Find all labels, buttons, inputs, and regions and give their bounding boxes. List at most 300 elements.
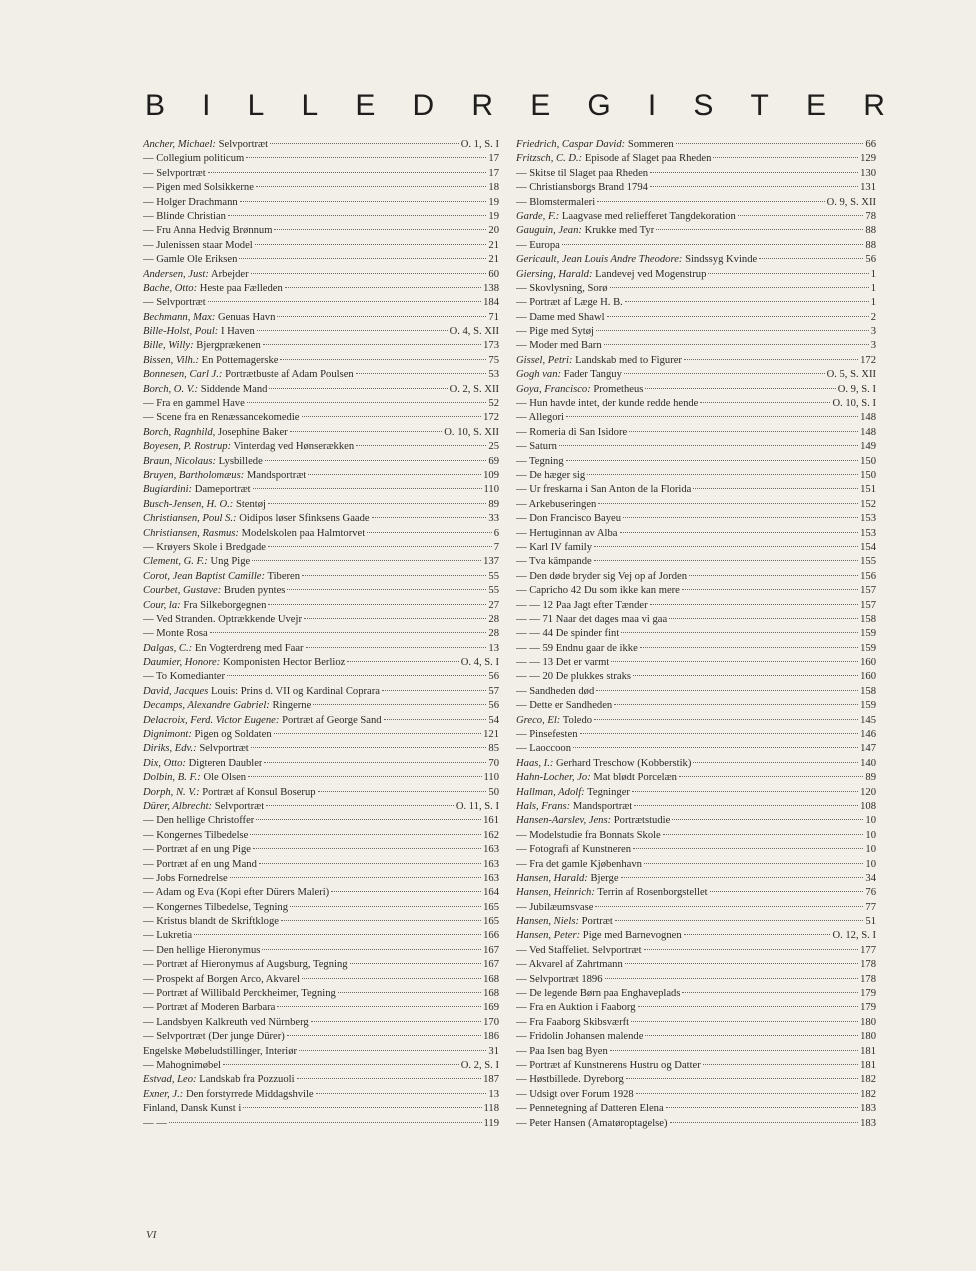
dot-leader [713,157,858,158]
dot-leader [607,316,869,317]
work-title: Dameportræt [194,484,251,496]
work-title: Genuas Havn [218,311,276,323]
artist-name: Gissel, Petri: [516,354,573,366]
dot-leader [264,762,486,763]
dot-leader [684,934,831,935]
work-title: Sindssyg Kvinde [685,254,758,266]
entry-title [516,440,557,454]
entry-title [516,728,578,742]
entry-title [143,483,251,497]
page-reference: 146 [860,729,876,741]
page-reference: 88 [865,239,876,251]
dot-leader [347,661,458,662]
dot-leader [693,488,858,489]
entry-title [516,239,560,253]
dot-leader [290,906,481,907]
work-title: — Pennetegning af Datteren Elena [516,1103,664,1115]
page-reference: 131 [860,182,876,194]
work-title: — Karl IV family [516,541,593,553]
artist-name: Estvad, Leo: [143,1074,197,1086]
work-title: — Landsbyen Kalkreuth ved Nürnberg [143,1016,309,1028]
index-entry [143,411,499,425]
work-title: — Selvportræt (Der junge Dürer) [143,1031,285,1043]
index-entry [516,987,876,1001]
dot-leader [629,431,858,432]
title-letter: L [247,89,265,122]
work-title: — Krøyers Skole i Bredgade [143,541,266,553]
page-reference: O. 5, S. XII [826,369,876,381]
entry-title [516,426,627,440]
entry-title [143,368,354,382]
work-title: Engelske Møbeludstillinger, Interiør [143,1045,298,1057]
entry-title [143,858,257,872]
index-entry [516,929,876,943]
dot-leader [666,1107,858,1108]
page-reference: 186 [483,1031,499,1043]
index-entry [516,1059,876,1073]
dot-leader [356,373,487,374]
dot-leader [384,719,487,720]
index-entry [516,138,876,152]
dot-leader [594,546,858,547]
work-title: — Moder med Barn [516,340,602,352]
work-title: — Christiansborgs Brand 1794 [516,182,648,194]
artist-name: Friedrich, Caspar David: [516,139,626,150]
entry-title [516,987,680,1001]
page-reference: 6 [493,527,499,539]
page-reference: 108 [860,800,876,812]
entry-title [143,1102,241,1116]
work-title: Lysbillede [218,455,263,467]
index-entry [516,541,876,555]
work-title: Bjerge [590,872,619,884]
index-entry [143,138,499,152]
page-reference: 159 [860,628,876,640]
page-reference: 148 [860,426,876,438]
entry-title [143,742,249,756]
page-reference: 137 [483,556,499,568]
artist-name: Garde, F.: [516,210,560,222]
index-entry [143,282,499,296]
entry-title [516,584,680,598]
index-entry [516,714,876,728]
index-entry [143,239,499,253]
page-reference: 183 [860,1103,876,1115]
work-title: — Fra en gammel Have [143,398,245,410]
artist-name: Daumier, Honore: [143,657,221,669]
entry-title [516,1117,668,1131]
page-reference: O. 2, S. I [460,1060,499,1071]
dot-leader [566,460,858,461]
entry-title [143,944,260,958]
dot-leader [338,992,481,993]
dot-leader [287,589,486,590]
dot-leader [645,388,835,389]
work-title: — Europa [516,239,560,251]
dot-leader [262,949,481,950]
dot-leader [274,733,481,734]
entry-title [516,368,622,382]
page-reference: 17 [488,167,499,179]
dot-leader [265,460,487,461]
dot-leader [263,344,481,345]
work-title: — Portræt af Moderen Barbara [143,1002,276,1014]
index-entry [516,670,876,684]
page-title [145,88,885,124]
index-entry [516,1030,876,1044]
page-reference: 27 [488,599,499,611]
index-entry [516,915,876,929]
dot-leader [638,1006,859,1007]
dot-leader [306,647,487,648]
page-reference: 164 [483,887,499,899]
page-reference: 71 [488,311,499,323]
page-reference: 184 [483,297,499,309]
dot-leader [644,949,859,950]
index-entry [516,512,876,526]
artist-name: Bruyen, Bartholomæus: [143,469,245,481]
entry-title [143,642,304,656]
entry-title [516,886,708,900]
page-reference: 110 [483,484,499,496]
entry-title [516,714,592,728]
index-entry [143,642,499,656]
work-title: — Fotografi af Kunstneren [516,844,632,856]
page-reference: 130 [860,167,876,179]
entry-title [143,268,249,282]
work-title: — Selvportræt [143,167,206,179]
dot-leader [356,445,486,446]
dot-leader [250,834,481,835]
page-reference: 78 [865,210,876,222]
index-entry [143,354,499,368]
entry-title [516,196,595,210]
entry-title [143,570,300,584]
work-title: — — 44 De spinder fint [516,628,620,640]
artist-name: Christiansen, Rasmus: [143,527,239,539]
index-entry [143,670,499,684]
work-title: Portrætstudie [613,815,671,827]
page-reference: 69 [488,455,499,467]
entry-title [143,440,354,454]
work-title: Landevej ved Mogenstrup [595,268,707,280]
work-title: — — 13 Det er varmt [516,657,610,669]
page-reference: 163 [483,872,499,884]
entry-title [143,469,306,483]
entry-title [516,814,670,828]
entry-title [516,872,619,886]
work-title: Louis: Prins d. VII og Kardinal Coprara [210,685,380,697]
work-title: — Den døde bryder sig Vej op af Jorden [516,570,688,582]
index-entry [516,555,876,569]
dot-leader [689,575,858,576]
page-reference: 157 [860,599,876,611]
dot-leader [597,201,824,202]
artist-name: Giersing, Harald: [516,268,593,280]
entry-title [516,1030,643,1044]
entry-title [143,181,254,195]
page-reference: 10 [865,844,876,856]
entry-title [516,771,677,785]
dot-leader [633,848,863,849]
page-reference: 120 [860,786,876,798]
artist-name: Bechmann, Max: [143,311,216,323]
index-entry [143,1088,499,1102]
dot-leader [367,532,492,533]
entry-title [516,829,661,843]
index-entry [516,368,876,382]
entry-title [143,872,228,886]
entry-title [516,282,608,296]
entry-title [143,915,279,929]
index-entry [143,181,499,195]
dot-leader [611,661,858,662]
entry-title [516,181,648,195]
dot-leader [277,1006,481,1007]
index-entry [143,224,499,238]
work-title: — Scene fra en Renæssancekomedie [143,412,300,424]
index-entry [143,1073,499,1087]
page-reference: 1 [870,268,876,280]
entry-title [516,1073,624,1087]
index-entry [143,627,499,641]
page-reference: 154 [860,541,876,553]
work-title: Pigen og Soldaten [194,729,272,741]
dot-leader [636,1093,858,1094]
work-title: Episode af Slaget paa Rheden [584,153,712,165]
index-entry [143,814,499,828]
dot-leader [223,1064,459,1065]
work-title: — Monte Rosa [143,628,208,640]
index-entry [143,253,499,267]
page-reference: O. 10, S. XII [444,426,499,438]
entry-title [143,296,206,310]
index-entry [516,224,876,238]
entry-title [516,1016,629,1030]
index-entry [516,1088,876,1102]
page-reference: 110 [483,772,499,784]
dot-leader [318,791,487,792]
dot-leader [566,416,858,417]
entry-title [143,224,272,238]
index-entry [143,1045,499,1059]
work-title: Siddende Mand [200,383,268,395]
entry-title [516,311,605,325]
dot-leader [670,1122,859,1123]
entry-title [143,728,272,742]
dot-leader [299,1050,486,1051]
entry-title [143,699,311,713]
entry-title [516,757,691,771]
dot-leader [302,575,486,576]
artist-name: Diriks, Edv.: [143,743,197,755]
entry-title [516,224,654,238]
dot-leader [633,675,858,676]
entry-title [143,757,262,771]
title-letter: I [202,89,211,122]
index-entry [516,584,876,598]
index-entry [143,469,499,483]
artist-name: Dorph, N. V.: [143,786,200,798]
dot-leader [316,1093,487,1094]
work-title: Arbejder [210,268,249,280]
entry-title [516,858,642,872]
page-reference: 148 [860,412,876,424]
work-title: — Julenissen staar Model [143,239,253,251]
entry-title [516,469,585,483]
page-reference: 150 [860,469,876,481]
page-reference: 121 [483,729,499,741]
work-title: — Dame med Shawl [516,311,605,323]
entry-title [516,268,706,282]
artist-name: Busch-Jensen, H. O.: [143,498,234,510]
artist-name: Dignimont: [143,729,192,741]
dot-leader [255,244,487,245]
index-entry [516,872,876,886]
page-reference: 66 [865,139,876,150]
index-entry [516,699,876,713]
page-reference: O. 9, S. I [837,383,876,395]
page-reference: 138 [483,282,499,294]
entry-title [516,527,618,541]
index-entry [516,397,876,411]
index-column-left [143,138,499,1131]
page-reference: 178 [860,973,876,985]
work-title: — Don Francisco Bayeu [516,513,622,525]
dot-leader [676,143,864,144]
entry-title [516,843,631,857]
artist-name: Gogh van: [516,369,562,381]
dot-leader [738,215,864,216]
index-entry [516,527,876,541]
page-reference: 158 [860,613,876,625]
entry-title [143,800,264,814]
index-entry [516,728,876,742]
entry-title [143,311,275,325]
entry-title [516,613,667,627]
index-entry [516,196,876,210]
entry-title [516,555,592,569]
dot-leader [624,373,825,374]
index-entry [143,440,499,454]
dot-leader [253,848,481,849]
entry-title [516,210,736,224]
work-title: Heste paa Fælleden [199,282,283,294]
entry-title [516,383,643,397]
dot-leader [562,244,864,245]
index-entry [143,987,499,1001]
page-reference: 53 [488,369,499,381]
page-reference: 180 [860,1031,876,1043]
work-title: — — 71 Naar det dages maa vi gaa [516,613,668,625]
dot-leader [274,229,486,230]
work-title: En Pottemagerske [201,354,279,366]
work-title: — Gamle Ole Eriksen [143,254,238,266]
work-title: — — 20 De plukkes straks [516,671,632,683]
work-title: — Kongernes Tilbedelse, Tegning [143,901,289,913]
page-reference: 21 [488,254,499,266]
index-entry [516,1016,876,1030]
index-entry [516,771,876,785]
page-reference: 187 [483,1074,499,1086]
artist-name: Hansen, Heinrich: [516,887,595,899]
index-entry [143,958,499,972]
entry-title [516,411,564,425]
entry-title [516,296,623,310]
index-entry [143,584,499,598]
work-title: Selvportræt [199,743,249,755]
work-title: — Portræt af Kunstnerens Hustru og Datter [516,1060,701,1071]
index-entry [143,210,499,224]
artist-name: Hansen, Niels: [516,916,579,928]
artist-name: Borch, Ragnhild, [143,426,216,438]
index-entry [516,613,876,627]
page-reference: 76 [865,887,876,899]
dot-leader [308,474,481,475]
dot-leader [663,834,864,835]
page-reference: 55 [488,585,499,597]
index-entry [143,1102,499,1116]
page-reference: 150 [860,455,876,467]
index-entry [516,253,876,267]
dot-leader [266,805,454,806]
page-reference: 33 [488,513,499,525]
work-title: Modelskolen paa Halmtorvet [241,527,366,539]
artist-name: Ancher, Michael: [143,139,216,150]
dot-leader [247,402,487,403]
artist-name: Bugiardini: [143,484,193,496]
dot-leader [372,517,487,518]
work-title: — Jubilæumsvase [516,901,594,913]
artist-name: Bille-Holst, Poul: [143,326,219,338]
entry-title [516,699,612,713]
title-letter: D [412,89,435,122]
work-title: — Portræt af Læge H. B. [516,297,623,309]
index-entry [143,527,499,541]
entry-title [143,541,266,555]
index-entry [516,354,876,368]
work-title: — Portræt af en ung Pige [143,844,251,856]
dot-leader [631,1021,858,1022]
index-entry [143,858,499,872]
work-title: Selvportræt [218,139,269,150]
artist-name: Bonnesen, Carl J.: [143,369,223,381]
index-entry [143,268,499,282]
artist-name: Decamps, Alexandre Gabriel: [143,700,270,712]
dot-leader [169,1122,482,1123]
entry-title [143,599,266,613]
work-title: — Ur freskarna i San Anton de la Florida [516,484,692,496]
dot-leader [297,1078,482,1079]
index-entry [516,757,876,771]
work-title: — Pinsefesten [516,729,578,741]
work-title: — Fra det gamle Kjøbenhavn [516,858,642,870]
entry-title [143,498,266,512]
entry-title [143,426,288,440]
page-reference: 180 [860,1016,876,1028]
index-entry [143,555,499,569]
index-entry [143,771,499,785]
page-reference: 179 [860,988,876,1000]
index-entry [143,570,499,584]
index-entry [516,181,876,195]
dot-leader [350,963,482,964]
work-title: Portræt af Konsul Boserup [202,786,316,798]
dot-leader [656,229,863,230]
dot-leader [587,474,858,475]
entry-title [516,958,623,972]
index-entry [143,599,499,613]
